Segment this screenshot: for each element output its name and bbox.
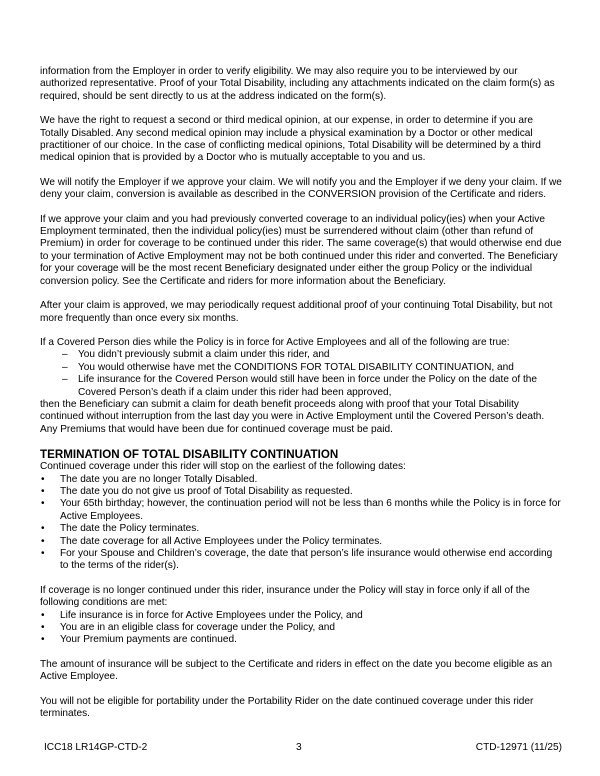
dash-marker: – <box>62 361 68 373</box>
list-item-text: The date coverage for all Active Employees under the Policy terminates. <box>60 535 383 547</box>
section-heading-termination: TERMINATION OF TOTAL DISABILITY CONTINUATION <box>40 448 339 462</box>
list-item <box>40 349 562 361</box>
list-item <box>40 374 562 399</box>
list-item-text: You would otherwise have met the CONDITIONS FOR TOTAL DISABILITY CONTINUATION, and <box>78 361 514 373</box>
list-item-text: Your Premium payments are continued. <box>60 634 237 646</box>
list-item-text: For your Spouse and Children’s coverage, the date that person’s life insurance would otherwise end according to the terms of the rider(s). <box>60 548 553 572</box>
list-item-text: You didn’t previously submit a claim under this rider, and <box>78 349 330 361</box>
list-item <box>40 362 562 374</box>
list-item <box>40 548 562 573</box>
paragraph-claim-proof: information from the Employer in order to verify eligibility. We may also require you to be interviewed by our authorized representative. Proof of your Total Disability, including any attachments indicated on the claim form(s) as required, should be sent directly to us at the address indicated on the form(s). <box>40 66 555 102</box>
paragraph-medical-opinion: We have the right to request a second or third medical opinion, at our expense, in order to determine if you are Totally Disabled. Any second medical opinion may include a physical examination by a Doctor or other medical practitioner of our choice. In the case of conflicting medical opinions, Total Disability will be determined by a third medical opinion that is provided by a Doctor who is mutually acceptable to you and us. <box>40 115 541 164</box>
paragraph-death-intro: If a Covered Person dies while the Policy is in force for Active Employees and all of the following are true: <box>40 336 510 348</box>
list-item <box>40 634 562 646</box>
paragraph-periodic-proof: After your claim is approved, we may periodically request additional proof of your continuing Total Disability, but not more frequently than once every six months. <box>40 300 553 324</box>
bullet-marker: • <box>41 535 45 547</box>
document-body <box>40 66 562 732</box>
paragraph-claim-notification: We will notify the Employer if we approve your claim. We will notify you and the Employer if we deny your claim. If we deny your claim, conversion is available as described in the CONVERSION provision of the Certificate and riders. <box>40 176 562 201</box>
list-item <box>40 536 562 548</box>
list-item-text: The date you are no longer Totally Disabled. <box>60 473 258 485</box>
bullet-marker: • <box>41 548 45 559</box>
list-item <box>40 486 562 498</box>
paragraph-termination-intro: Continued coverage under this rider will stop on the earliest of the following dates: <box>40 461 406 473</box>
paragraph-converted-coverage: If we approve your claim and you had previously converted coverage to an individual policy(ies) when your Active Employment terminated, then the individual policy(ies) must be surrendered without claim (other than refund of Premium) in order for coverage to be continued under this rider. The same coverage(s) that would otherwise end due to your termination of Active Employment may not be both continued under this rider and converted. The Beneficiary for your coverage will be the most recent Beneficiary designated under either the group Policy or the individual conversion policy. See the Certificate and riders for more information about the Beneficiary. <box>40 213 562 287</box>
list-item <box>40 474 562 486</box>
page-footer <box>40 742 562 756</box>
insurance-conditions-list <box>40 610 562 647</box>
dash-marker: – <box>62 349 68 361</box>
paragraph-insurance-intro: If coverage is no longer continued under this rider, insurance under the Policy will stay in force only if all of the following conditions are met: <box>40 584 530 609</box>
bullet-marker: • <box>41 609 45 621</box>
list-item-text: The date you do not give us proof of Total Disability as requested. <box>60 485 353 497</box>
list-item-text: You are in an eligible class for coverage under the Policy, and <box>60 622 335 634</box>
paragraph-death-outcome: then the Beneficiary can submit a claim for death benefit proceeds along with proof that your Total Disability continued without interruption from the last day you were in Active Employment until the Covered Person’s death. Any Premiums that would have been due for continued coverage must be paid. <box>40 398 545 435</box>
bullet-marker: • <box>41 634 45 646</box>
list-item-text: Life insurance for the Covered Person would still have been in force under the Policy on the date of the Covered Person’s death if a claim under this rider had been approved, <box>78 374 537 398</box>
bullet-marker: • <box>41 485 45 497</box>
list-item-text: Your 65th birthday; however, the continuation period will not be less than 6 months while the Policy is in force for Active Employees. <box>60 498 561 522</box>
bullet-marker: • <box>41 622 45 634</box>
paragraph-insurance-amount: The amount of insurance will be subject to the Certificate and riders in effect on the date you become eligible as an Active Employee. <box>40 658 553 683</box>
death-conditions-list <box>40 349 562 399</box>
paragraph-portability: You will not be eligible for portability under the Portability Rider on the date continued coverage under this rider terminates. <box>40 695 534 720</box>
list-item <box>40 622 562 634</box>
dash-marker: – <box>62 374 68 386</box>
bullet-marker: • <box>41 523 45 535</box>
list-item-text: The date the Policy terminates. <box>60 523 200 535</box>
bullet-marker: • <box>41 498 45 510</box>
footer-form-id: ICC18 LR14GP-CTD-2 <box>44 742 148 753</box>
termination-dates-list <box>40 474 562 573</box>
list-item <box>40 498 562 523</box>
list-item-text: Life insurance is in force for Active Employees under the Policy, and <box>60 609 363 621</box>
bullet-marker: • <box>41 473 45 485</box>
footer-page-number: 3 <box>296 742 302 753</box>
list-item <box>40 523 562 535</box>
list-item <box>40 610 562 622</box>
footer-form-code: CTD-12971 (11/25) <box>475 742 562 753</box>
